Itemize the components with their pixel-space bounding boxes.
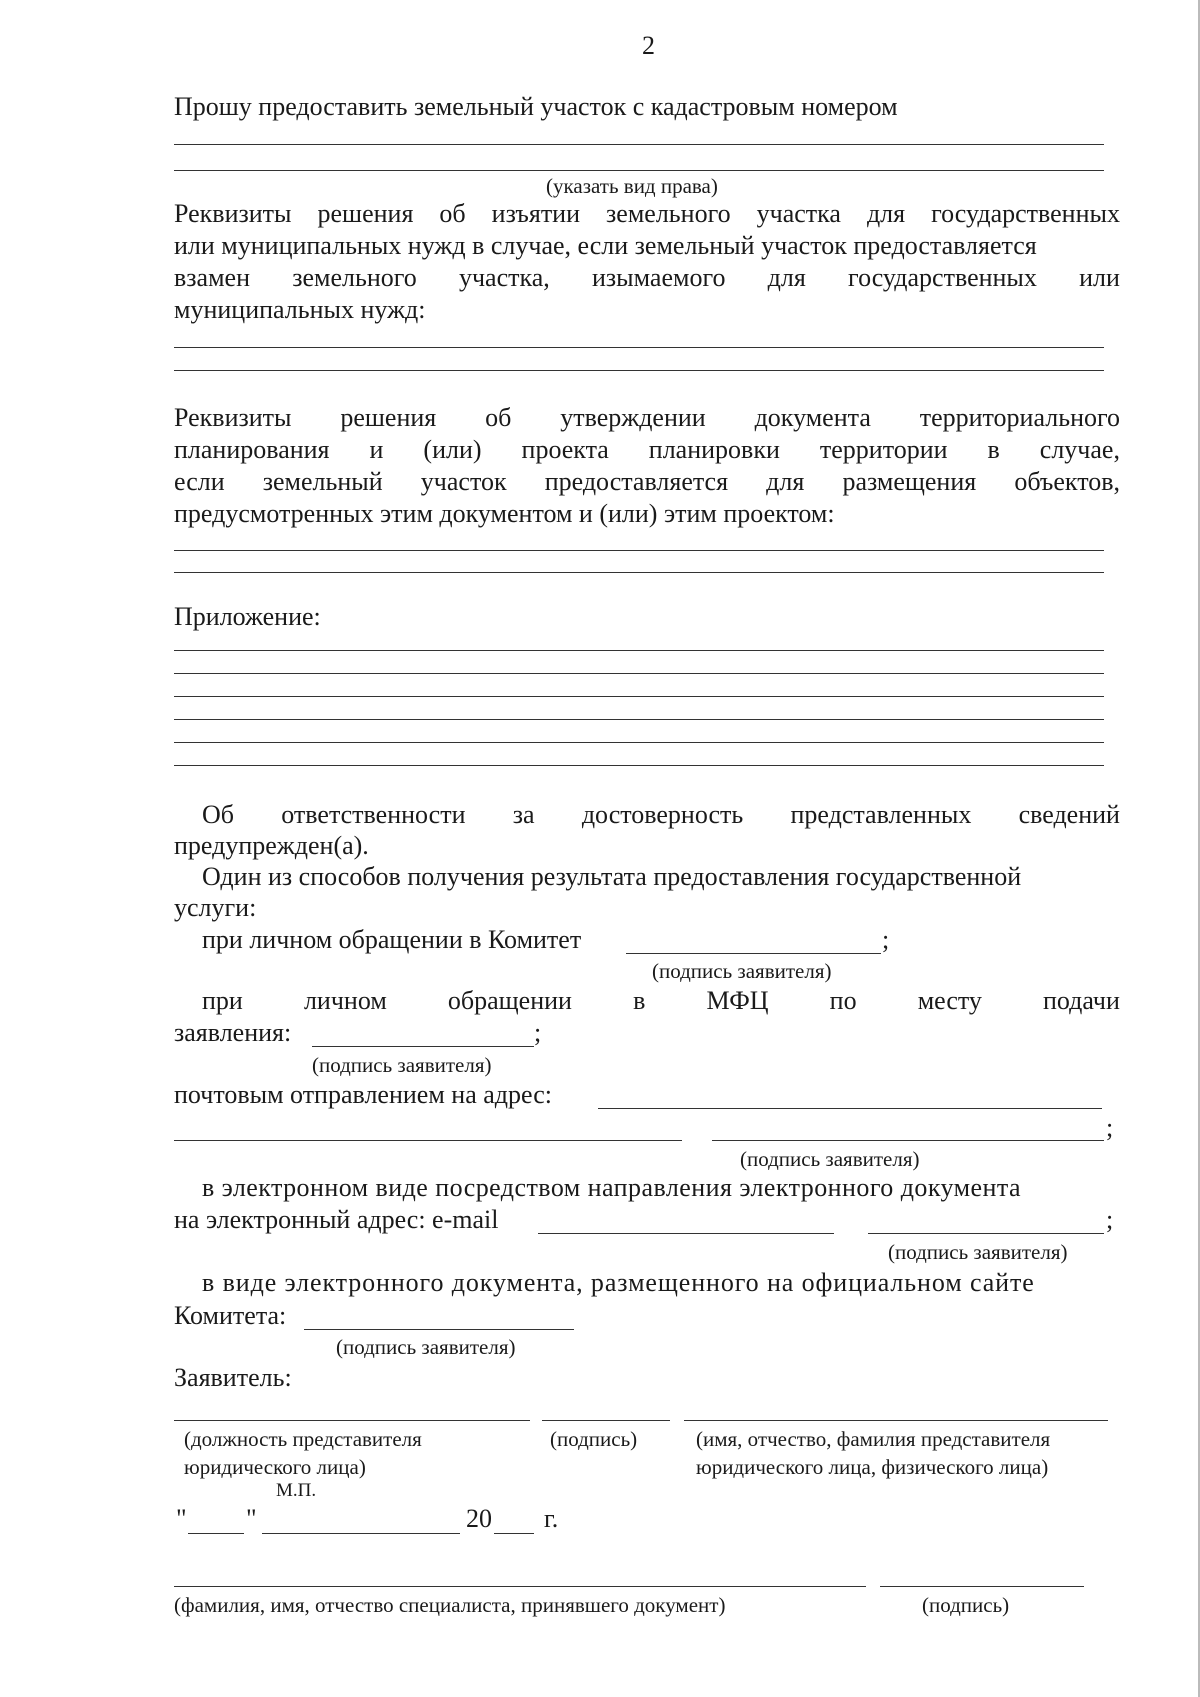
seizure-line-3 <box>174 262 1120 294</box>
word: размещения <box>842 467 977 496</box>
date-year-line[interactable] <box>494 1533 534 1534</box>
word: случае, <box>1039 435 1120 464</box>
attachment-label: Приложение: <box>174 602 321 631</box>
word: взамен <box>174 263 250 292</box>
word: для <box>866 199 906 228</box>
method-mfc-line-1 <box>202 985 1120 1017</box>
word: земельный <box>262 467 383 496</box>
word: подачи <box>1043 986 1120 1015</box>
attachment-line-2[interactable] <box>174 673 1104 674</box>
date-quote-close: " <box>246 1504 257 1533</box>
responsibility-line-1 <box>202 799 1120 831</box>
applicant-signature-line[interactable] <box>542 1420 670 1421</box>
word: объектов, <box>1014 467 1120 496</box>
postal-address-line-1[interactable] <box>598 1108 1102 1109</box>
word: при <box>202 986 243 1015</box>
method-committee-label: при личном обращении в Комитет <box>202 925 582 954</box>
word: в <box>633 986 646 1015</box>
postal-address-line-2[interactable] <box>174 1140 682 1141</box>
applicant-name-line[interactable] <box>684 1420 1108 1421</box>
word: решения <box>340 403 437 432</box>
applicant-label: Заявитель: <box>174 1363 292 1392</box>
word: государственных <box>848 263 1037 292</box>
site-signature-caption: (подпись заявителя) <box>336 1335 516 1359</box>
right-type-line[interactable] <box>174 170 1104 171</box>
right-type-caption: (указать вид права) <box>546 174 718 198</box>
word: за <box>512 800 535 829</box>
word: Реквизиты <box>174 403 292 432</box>
email-semicolon: ; <box>1106 1205 1114 1234</box>
method-email-line-1: в электронном виде посредством направления электронного документа <box>202 1173 1022 1202</box>
request-intro: Прошу предоставить земельный участок с кадастровым номером <box>174 92 898 121</box>
email-signature-line[interactable] <box>868 1233 1104 1234</box>
word: месту <box>917 986 982 1015</box>
email-signature-caption: (подпись заявителя) <box>888 1240 1068 1264</box>
word: для <box>767 263 806 292</box>
stamp-label: М.П. <box>276 1480 317 1501</box>
word: документа <box>754 403 871 432</box>
word: земельного <box>606 199 731 228</box>
seizure-details-line-1[interactable] <box>174 347 1104 348</box>
seizure-line-1 <box>174 198 1120 230</box>
mfc-signature-caption: (подпись заявителя) <box>312 1053 492 1077</box>
word: достоверность <box>581 800 744 829</box>
name-caption-2: юридического лица, физического лица) <box>696 1455 1049 1479</box>
date-month-line[interactable] <box>262 1533 460 1534</box>
attachment-line-5[interactable] <box>174 742 1104 743</box>
word: в <box>987 435 1000 464</box>
planning-line-2 <box>174 434 1120 466</box>
word: по <box>829 986 857 1015</box>
word: (или) <box>423 435 482 464</box>
date-year-suffix: г. <box>544 1504 559 1533</box>
word: решения <box>317 199 414 228</box>
method-postal-label: почтовым отправлением на адрес: <box>174 1080 552 1109</box>
method-site-line-2: Комитета: <box>174 1301 287 1330</box>
applicant-position-line[interactable] <box>174 1420 530 1421</box>
method-mfc-line-2: заявления: <box>174 1018 292 1047</box>
methods-intro-line-1: Один из способов получения результата предоставления государственной <box>202 862 1022 891</box>
word: если <box>174 467 225 496</box>
word: утверждении <box>560 403 706 432</box>
planning-details-line-1[interactable] <box>174 550 1104 551</box>
word: проекта <box>521 435 609 464</box>
word: предоставляется <box>544 467 729 496</box>
attachment-line-3[interactable] <box>174 696 1104 697</box>
word: планировки <box>648 435 780 464</box>
word: об <box>439 199 466 228</box>
committee-signature-line[interactable] <box>626 953 881 954</box>
position-caption-1: (должность представителя <box>184 1427 422 1451</box>
applicant-signature-caption: (подпись) <box>550 1427 638 1451</box>
word: для <box>766 467 805 496</box>
cadastral-number-line[interactable] <box>174 144 1104 145</box>
name-caption-1: (имя, отчество, фамилия представителя <box>696 1427 1051 1451</box>
word: территории <box>819 435 948 464</box>
word: обращении <box>447 986 572 1015</box>
word: изымаемого <box>591 263 726 292</box>
mfc-semicolon: ; <box>534 1018 542 1047</box>
word: участка, <box>458 263 550 292</box>
methods-intro-line-2: услуги: <box>174 893 257 922</box>
seizure-line-2: или муниципальных нужд в случае, если земельный участок предоставляется <box>174 231 1037 260</box>
word: МФЦ <box>706 986 769 1015</box>
committee-semicolon: ; <box>882 925 890 954</box>
word: участка <box>756 199 841 228</box>
date-year-prefix: 20 <box>466 1504 492 1533</box>
mfc-signature-line[interactable] <box>312 1046 534 1047</box>
postal-semicolon: ; <box>1106 1113 1114 1142</box>
date-quote-open: " <box>176 1504 187 1533</box>
date-day-line[interactable] <box>188 1533 244 1534</box>
word: или <box>1079 263 1120 292</box>
attachment-line-6[interactable] <box>174 765 1104 766</box>
seizure-details-line-2[interactable] <box>174 370 1104 371</box>
committee-signature-caption: (подпись заявителя) <box>652 959 832 983</box>
specialist-name-caption: (фамилия, имя, отчество специалиста, принявшего документ) <box>174 1593 726 1617</box>
word: личном <box>303 986 387 1015</box>
word: ответственности <box>281 800 466 829</box>
method-site-line-1: в виде электронного документа, размещенного на официальном сайте <box>202 1268 1035 1297</box>
word: и <box>369 435 384 464</box>
seizure-line-4: муниципальных нужд: <box>174 295 426 324</box>
word: Реквизиты <box>174 199 292 228</box>
word: территориального <box>919 403 1120 432</box>
page-number: 2 <box>642 31 655 60</box>
word: сведений <box>1018 800 1120 829</box>
responsibility-line-2: предупрежден(а). <box>174 831 369 860</box>
planning-line-3 <box>174 466 1120 498</box>
word: изъятии <box>491 199 581 228</box>
word: государственных <box>931 199 1120 228</box>
specialist-name-line[interactable] <box>174 1586 866 1587</box>
position-caption-2: юридического лица) <box>184 1455 366 1479</box>
specialist-signature-caption: (подпись) <box>922 1593 1010 1617</box>
specialist-signature-line[interactable] <box>880 1586 1084 1587</box>
planning-details-line-2[interactable] <box>174 572 1104 573</box>
word: об <box>485 403 512 432</box>
word: земельного <box>292 263 417 292</box>
site-signature-line[interactable] <box>304 1329 574 1330</box>
word: планирования <box>174 435 330 464</box>
word: представленных <box>790 800 972 829</box>
postal-signature-line[interactable] <box>712 1140 1104 1141</box>
attachment-line-4[interactable] <box>174 719 1104 720</box>
attachment-line-1[interactable] <box>174 650 1104 651</box>
planning-line-4: предусмотренных этим документом и (или) этим проектом: <box>174 499 835 528</box>
word: участок <box>420 467 507 496</box>
postal-signature-caption: (подпись заявителя) <box>740 1147 920 1171</box>
planning-line-1 <box>174 402 1120 434</box>
email-address-line[interactable] <box>538 1233 834 1234</box>
method-email-line-2: на электронный адрес: e-mail <box>174 1205 499 1234</box>
word: Об <box>202 800 235 829</box>
